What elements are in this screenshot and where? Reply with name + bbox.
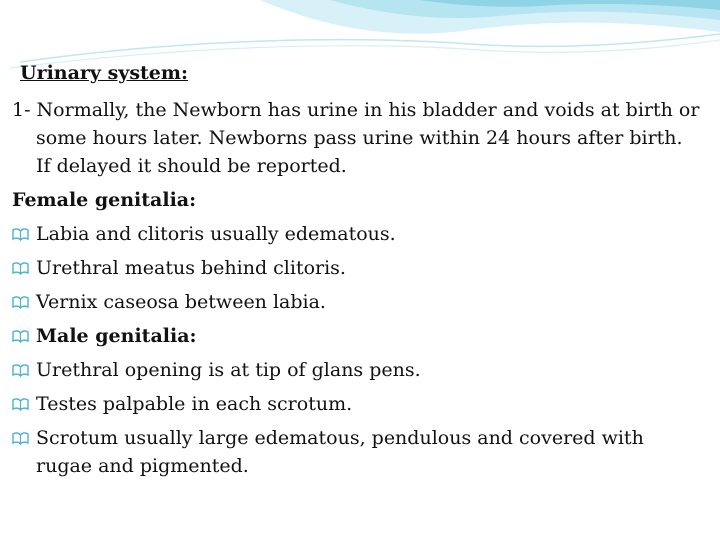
female-item-2 [12, 254, 702, 282]
open-book-bullet-icon [12, 424, 36, 452]
female-item-1 [12, 220, 702, 248]
female-item-1-text: Labia and clitoris usually edematous. [36, 223, 396, 245]
male-item-3-text: Scrotum usually large edematous, pendulous and covered with rugae and pigmented. [36, 427, 644, 477]
point-1: 1- Normally, the Newborn has urine in his bladder and voids at birth or some hours later. Newborns pass urine within 24 hours after birth. If delayed it should be reported. [12, 99, 700, 177]
male-item-3 [12, 424, 702, 480]
open-book-bullet-icon [12, 220, 36, 248]
female-item-2-text: Urethral meatus behind clitoris. [36, 257, 346, 279]
open-book-bullet-icon [12, 356, 36, 384]
female-genitalia-heading: Female genitalia: [12, 189, 197, 211]
open-book-bullet-icon [12, 288, 36, 316]
slide-title: Urinary system: [20, 62, 189, 84]
male-item-1-text: Urethral opening is at tip of glans pens. [36, 359, 421, 381]
male-genitalia-heading [12, 322, 702, 350]
open-book-bullet-icon [12, 390, 36, 418]
slide-content [12, 96, 702, 486]
male-item-1 [12, 356, 702, 384]
open-book-bullet-icon [12, 322, 36, 350]
male-genitalia-heading-text: Male genitalia: [36, 325, 197, 347]
female-item-3-text: Vernix caseosa between labia. [36, 291, 326, 313]
female-item-3 [12, 288, 702, 316]
male-item-2 [12, 390, 702, 418]
open-book-bullet-icon [12, 254, 36, 282]
male-item-2-text: Testes palpable in each scrotum. [36, 393, 353, 415]
